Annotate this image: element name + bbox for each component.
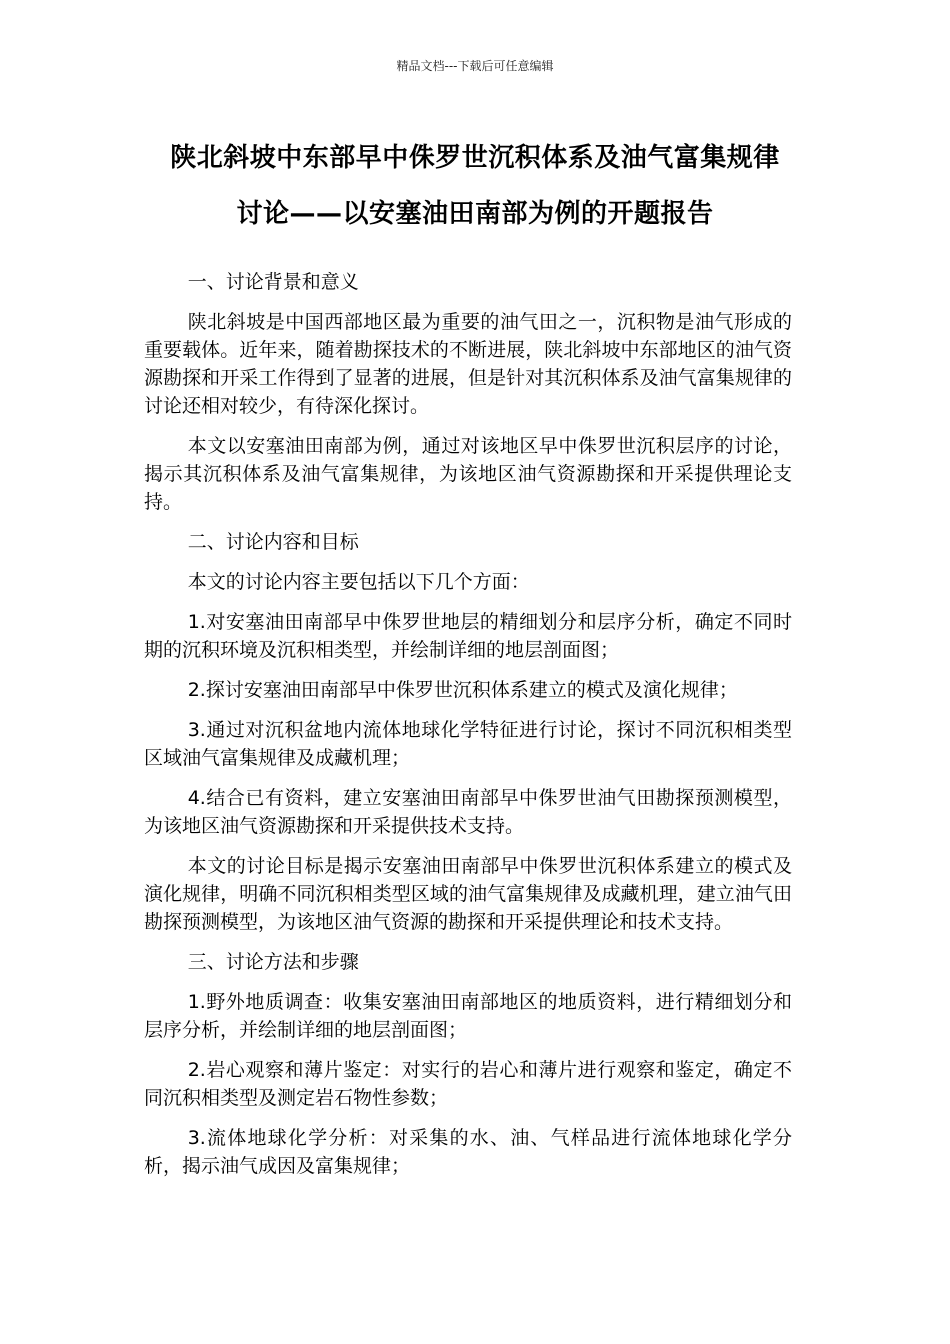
paragraph: 本文的讨论内容主要包括以下几个方面： [187, 571, 530, 593]
list-item: 3.流体地球化学分析：对采集的水、油、气样品进行流体地球化学分析，揭示油气成因及富集规律； [144, 1127, 792, 1177]
title-line-2: 讨论——以安塞油田南部为例的开题报告 [236, 199, 714, 229]
paragraph: 本文的讨论目标是揭示安塞油田南部早中侏罗世沉积体系建立的模式及演化规律，明确不同沉积相类型区域的油气富集规律及成藏机理，建立油气田勘探预测模型，为该地区油气资源的勘探和开采提供理论和技术支持。 [144, 855, 792, 933]
document-body [144, 268, 792, 1192]
list-item: 2.岩心观察和薄片鉴定：对实行的岩心和薄片进行观察和鉴定，确定不同沉积相类型及测定岩石物性参数； [144, 1059, 792, 1109]
title-line-1: 陕北斜坡中东部早中侏罗世沉积体系及油气富集规律 [170, 143, 780, 173]
list-item: 4.结合已有资料，建立安塞油田南部早中侏罗世油气田勘探预测模型，为该地区油气资源勘探和开采提供技术支持。 [144, 787, 792, 837]
list-item: 2.探讨安塞油田南部早中侏罗世沉积体系建立的模式及演化规律； [187, 679, 738, 701]
section-heading-content-goals: 二、讨论内容和目标 [187, 531, 359, 553]
paragraph: 陕北斜坡是中国西部地区最为重要的油气田之一，沉积物是油气形成的重要载体。近年来，随着勘探技术的不断进展，陕北斜坡中东部地区的油气资源勘探和开采工作得到了显著的进展，但是针对其沉积体系及油气富集规律的讨论还相对较少，有待深化探讨。 [144, 311, 792, 417]
document-title [135, 130, 815, 242]
paragraph: 本文以安塞油田南部为例，通过对该地区早中侏罗世沉积层序的讨论，揭示其沉积体系及油气富集规律，为该地区油气资源勘探和开采提供理论支持。 [144, 435, 792, 513]
header-note: 精品文档---下载后可任意编辑 [396, 59, 554, 73]
list-item: 1.野外地质调查：收集安塞油田南部地区的地质资料，进行精细划分和层序分析，并绘制详细的地层剖面图； [144, 991, 792, 1041]
list-item: 1.对安塞油田南部早中侏罗世地层的精细划分和层序分析，确定不同时期的沉积环境及沉积相类型，并绘制详细的地层剖面图； [144, 611, 792, 661]
section-heading-methods: 三、讨论方法和步骤 [187, 951, 359, 973]
list-item: 3.通过对沉积盆地内流体地球化学特征进行讨论，探讨不同沉积相类型区域油气富集规律及成藏机理； [144, 719, 792, 769]
section-heading-background: 一、讨论背景和意义 [187, 271, 359, 293]
